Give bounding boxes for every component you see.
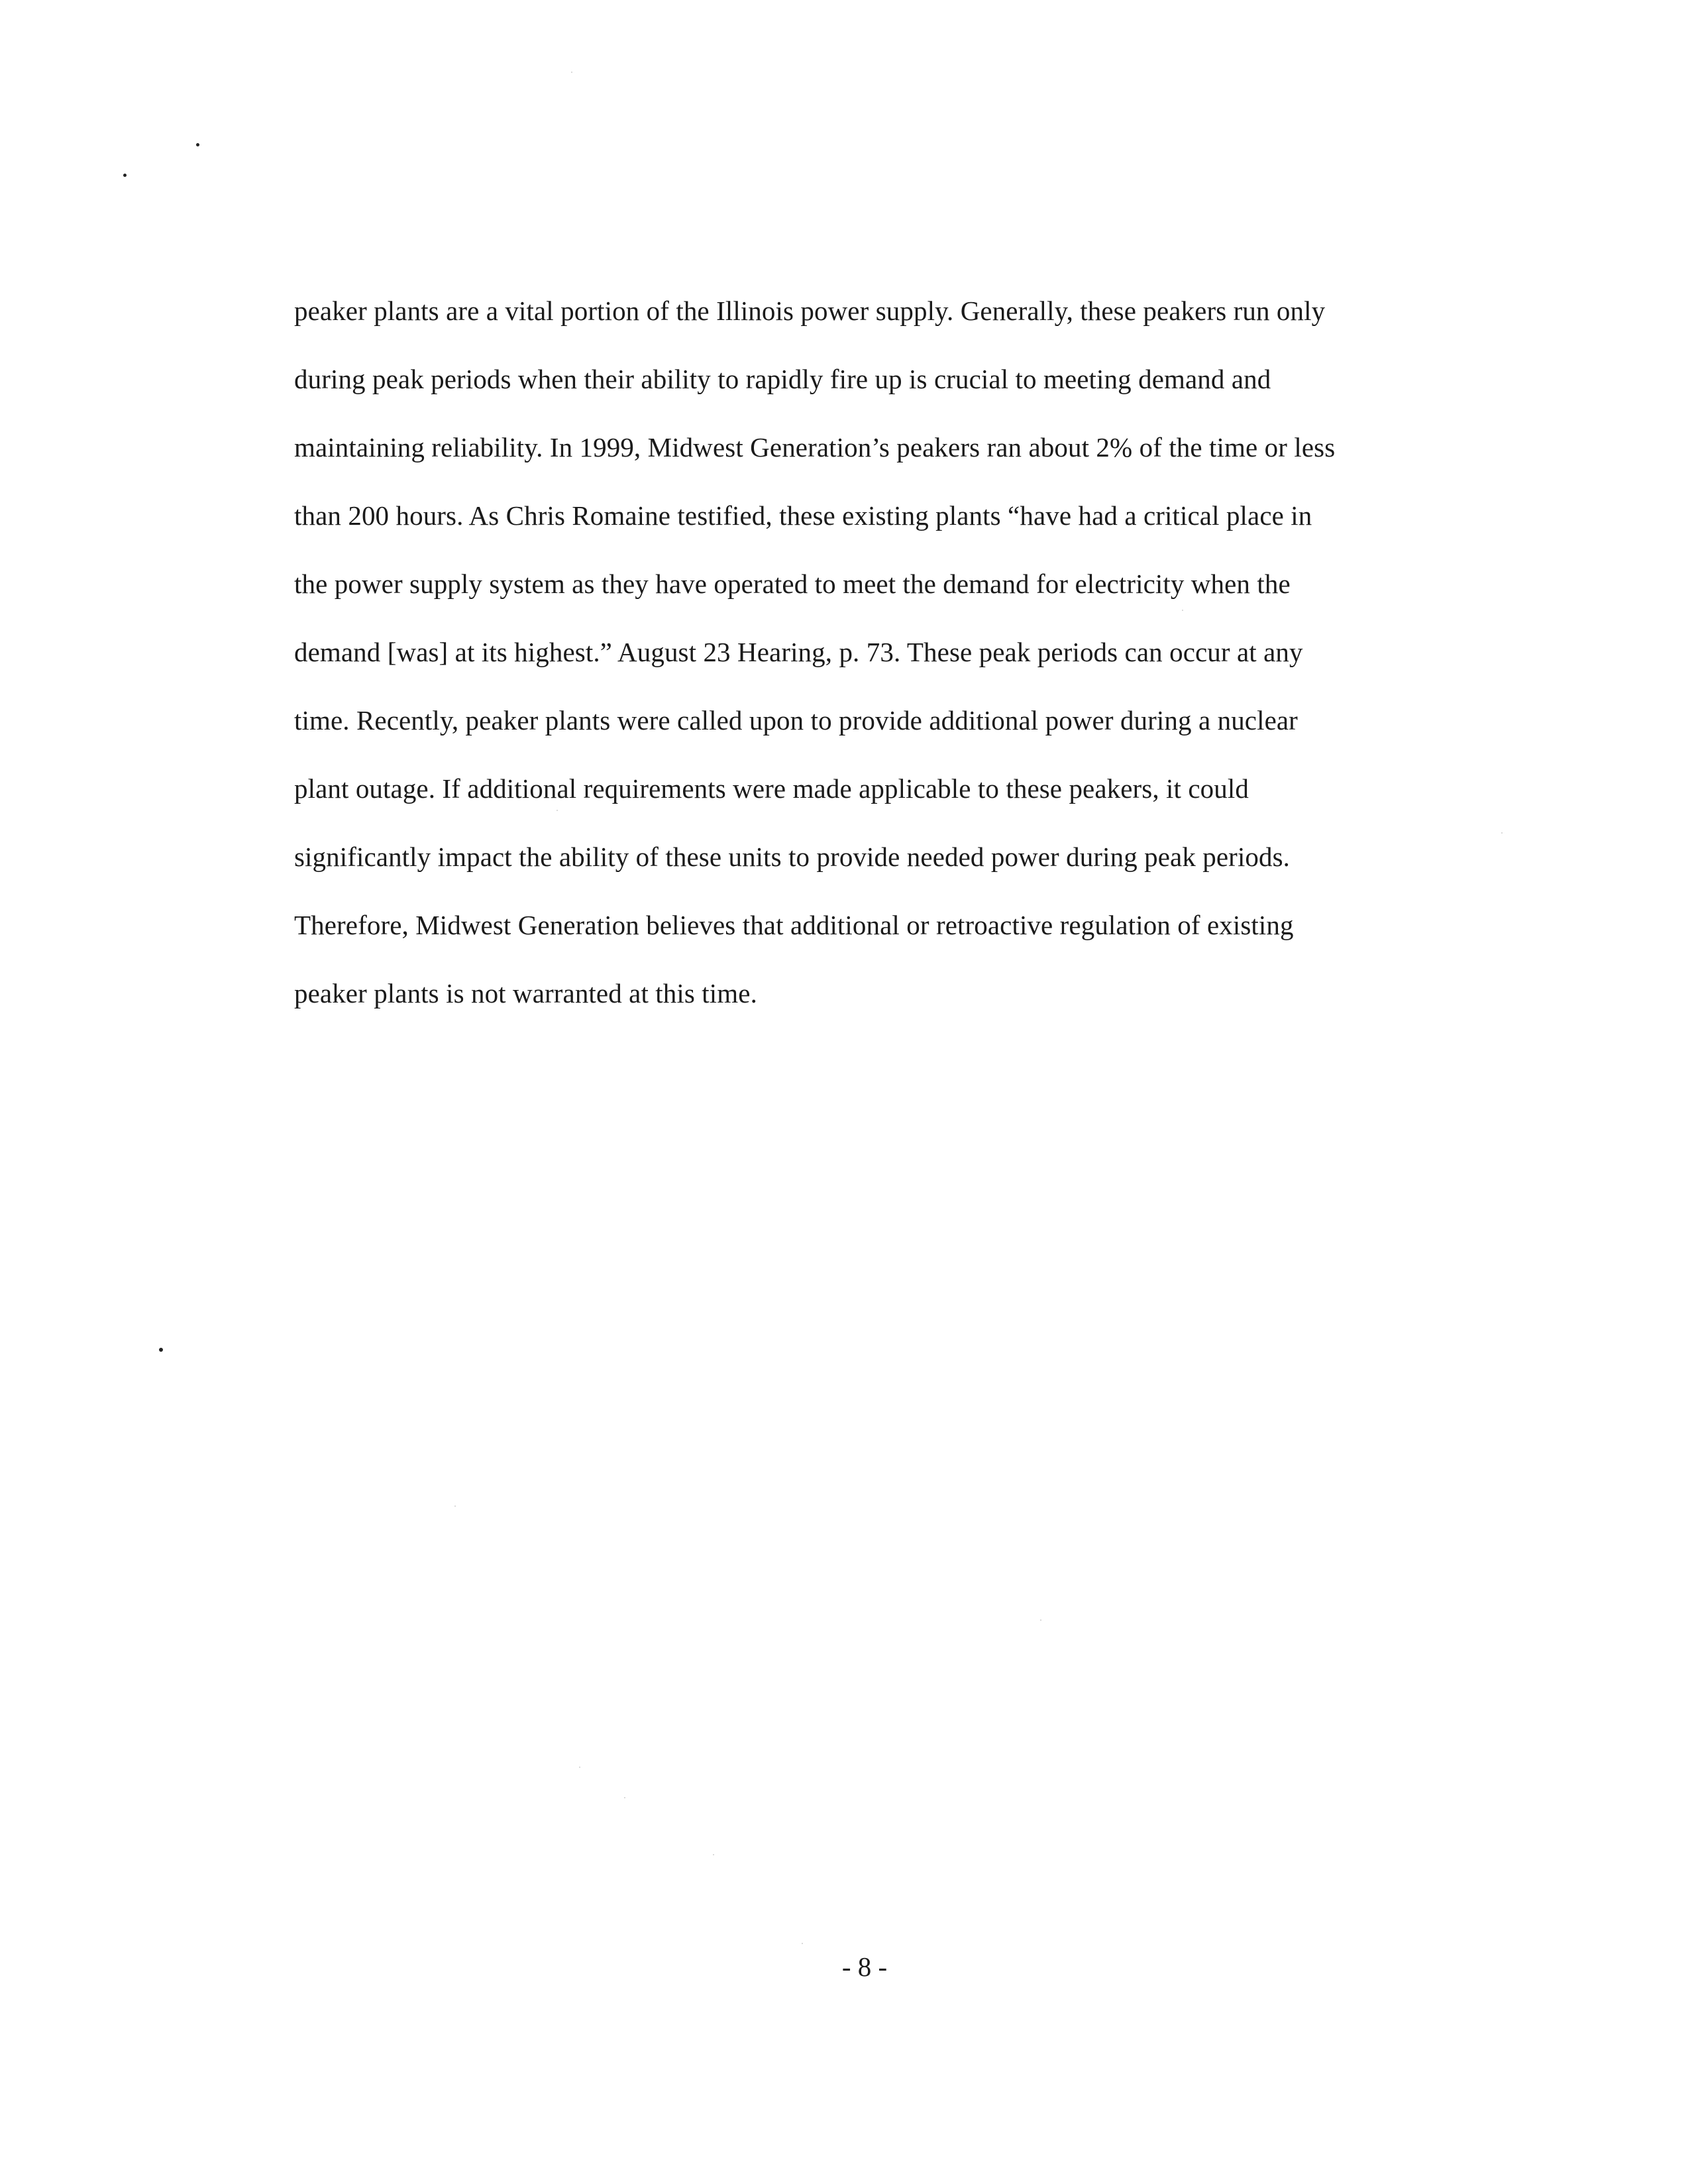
scan-speck xyxy=(454,1505,456,1507)
scan-speck xyxy=(579,1767,580,1768)
scan-speck xyxy=(159,1348,163,1352)
paragraph-line: demand [was] at its highest.” August 23 Hearing, p. 73. These peak periods can occur at any xyxy=(294,637,1303,667)
paragraph-line: than 200 hours. As Chris Romaine testified, these existing plants “have had a critical place in xyxy=(294,500,1312,531)
paragraph-line: during peak periods when their ability to rapidly fire up is crucial to meeting demand and xyxy=(294,364,1271,394)
paragraph-line: time. Recently, peaker plants were called upon to provide additional power during a nuclear xyxy=(294,705,1298,736)
scan-speck xyxy=(802,1943,803,1944)
scan-speck xyxy=(624,1797,625,1798)
paragraph-line: maintaining reliability. In 1999, Midwest Generation’s peakers ran about 2% of the time or less xyxy=(294,432,1336,463)
paragraph-line: Therefore, Midwest Generation believes that additional or retroactive regulation of existing xyxy=(294,910,1294,940)
paragraph-line: the power supply system as they have operated to meet the demand for electricity when the xyxy=(294,569,1291,599)
body-paragraph xyxy=(294,277,1460,1028)
scan-speck xyxy=(1040,1619,1041,1621)
scan-speck xyxy=(123,174,127,177)
paragraph-line: peaker plants are a vital portion of the Illinois power supply. Generally, these peakers run only xyxy=(294,296,1326,326)
scan-speck xyxy=(713,1854,714,1855)
scan-speck xyxy=(571,72,572,73)
scan-speck xyxy=(196,143,199,146)
paragraph-line: plant outage. If additional requirements were made applicable to these peakers, it could xyxy=(294,773,1249,804)
paragraph-line: significantly impact the ability of these units to provide needed power during peak periods. xyxy=(294,842,1291,872)
scan-speck xyxy=(1501,832,1503,834)
page-number: - 8 - xyxy=(841,1951,888,1982)
paragraph-line: peaker plants is not warranted at this time. xyxy=(294,978,757,1009)
